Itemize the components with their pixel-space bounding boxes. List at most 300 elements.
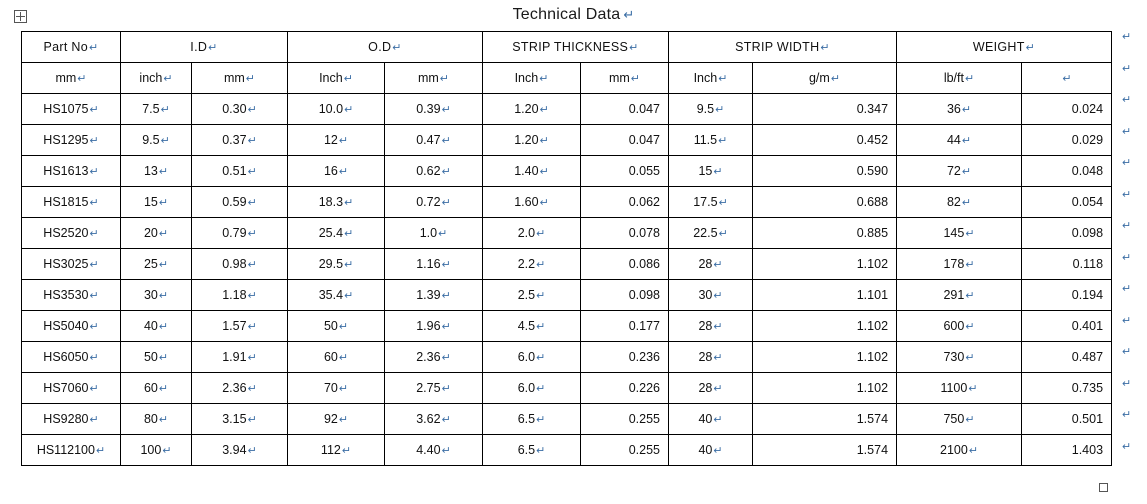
cell-id-mm xyxy=(121,218,192,249)
paragraph-mark-icon: ↵ xyxy=(713,445,723,457)
paragraph-mark-icon: ↵ xyxy=(158,259,169,271)
cell-wt-lbft-text: 1100 xyxy=(940,381,968,395)
row-end-mark-icon: ↵ xyxy=(1122,188,1132,201)
paragraph-mark-icon: ↵ xyxy=(89,414,99,426)
cell-st-inch-text: 1.40 xyxy=(514,164,539,178)
cell-od-inch xyxy=(385,125,483,156)
table-unit-header-row xyxy=(22,63,1112,94)
table-group-header-row xyxy=(22,32,1112,63)
cell-id-inch xyxy=(192,404,288,435)
cell-wt-last xyxy=(1022,249,1112,280)
cell-wt-lbft-text: 178 xyxy=(943,257,965,271)
cell-st-mm-text: 0.078 xyxy=(628,226,660,240)
cell-sw-gm-text: 0.452 xyxy=(856,133,889,147)
paragraph-mark-icon: ↵ xyxy=(158,197,169,209)
cell-part-no-text: HS1075 xyxy=(43,102,89,116)
cell-wt-last xyxy=(1022,187,1112,218)
cell-st-mm-text: 0.236 xyxy=(628,350,660,364)
cell-st-mm xyxy=(581,435,669,466)
cell-wt-last xyxy=(1022,373,1112,404)
paragraph-mark-icon: ↵ xyxy=(247,414,257,426)
paragraph-mark-icon: ↵ xyxy=(718,197,728,209)
row-end-mark-icon: ↵ xyxy=(1122,251,1132,264)
paragraph-mark-icon: ↵ xyxy=(338,166,349,178)
cell-part-no-text: HS6050 xyxy=(43,350,89,364)
cell-wt-last xyxy=(1022,311,1112,342)
table-resize-handle[interactable] xyxy=(1099,483,1108,492)
paragraph-mark-icon: ↵ xyxy=(344,228,354,240)
cell-id-inch-text: 2.36 xyxy=(222,381,247,395)
cell-od-inch xyxy=(385,280,483,311)
paragraph-mark-icon: ↵ xyxy=(344,104,354,116)
cell-wt-lbft-text: 82 xyxy=(946,195,961,209)
cell-od-mm xyxy=(288,311,385,342)
paragraph-mark-icon: ↵ xyxy=(961,166,972,178)
paragraph-mark-icon: ↵ xyxy=(441,383,451,395)
paragraph-mark-icon: ↵ xyxy=(441,445,451,457)
cell-id-inch-text: 1.91 xyxy=(222,350,247,364)
paragraph-mark-icon: ↵ xyxy=(623,7,635,22)
cell-id-inch xyxy=(192,156,288,187)
cell-sw-inch xyxy=(669,404,753,435)
cell-sw-inch xyxy=(669,311,753,342)
cell-st-inch-text: 6.5 xyxy=(517,412,536,426)
cell-st-inch xyxy=(483,342,581,373)
paragraph-mark-icon: ↵ xyxy=(965,290,975,302)
cell-od-mm-text: 10.0 xyxy=(318,102,344,116)
cell-st-inch xyxy=(483,311,581,342)
paragraph-mark-icon: ↵ xyxy=(441,352,451,364)
cell-od-mm xyxy=(288,373,385,404)
cell-wt-last xyxy=(1022,435,1112,466)
cell-sw-gm xyxy=(753,404,897,435)
table-row xyxy=(22,404,1112,435)
cell-part-no xyxy=(22,342,121,373)
paragraph-mark-icon: ↵ xyxy=(341,445,352,457)
paragraph-mark-icon: ↵ xyxy=(965,321,975,333)
cell-od-mm-text: 92 xyxy=(323,412,338,426)
paragraph-mark-icon: ↵ xyxy=(338,414,349,426)
cell-sw-inch-text: 9.5 xyxy=(696,102,715,116)
cell-sw-gm xyxy=(753,156,897,187)
cell-od-inch-text: 0.72 xyxy=(416,195,441,209)
cell-od-mm-text: 29.5 xyxy=(318,257,344,271)
cell-wt-last xyxy=(1022,156,1112,187)
cell-part-no xyxy=(22,435,121,466)
header-strip-width: STRIP WIDTH↵ xyxy=(669,32,897,63)
cell-sw-inch-text: 28 xyxy=(698,319,713,333)
cell-od-inch xyxy=(385,156,483,187)
cell-sw-inch-text: 40 xyxy=(698,443,713,457)
paragraph-mark-icon: ↵ xyxy=(713,414,723,426)
cell-id-inch-text: 0.37 xyxy=(222,133,247,147)
cell-od-inch xyxy=(385,373,483,404)
cell-id-mm xyxy=(121,125,192,156)
cell-id-inch xyxy=(192,94,288,125)
cell-sw-gm xyxy=(753,311,897,342)
cell-part-no xyxy=(22,311,121,342)
paragraph-mark-icon: ↵ xyxy=(158,414,169,426)
page-title-text: Technical Data xyxy=(512,6,621,23)
cell-sw-inch-text: 15 xyxy=(698,164,713,178)
cell-od-mm-text: 25.4 xyxy=(318,226,344,240)
cell-sw-gm-text: 1.101 xyxy=(856,288,889,302)
cell-wt-last xyxy=(1022,125,1112,156)
paragraph-mark-icon: ↵ xyxy=(536,445,546,457)
header-weight: WEIGHT↵ xyxy=(897,32,1112,63)
cell-st-inch-text: 2.0 xyxy=(517,226,536,240)
cell-wt-last xyxy=(1022,280,1112,311)
cell-st-mm-text: 0.047 xyxy=(628,133,660,147)
paragraph-mark-icon: ↵ xyxy=(158,383,169,395)
cell-od-inch xyxy=(385,218,483,249)
paragraph-mark-icon: ↵ xyxy=(961,197,972,209)
cell-id-inch-text: 1.57 xyxy=(222,319,247,333)
paragraph-mark-icon: ↵ xyxy=(965,352,975,364)
row-end-mark-icon: ↵ xyxy=(1122,31,1132,43)
cell-st-mm xyxy=(581,373,669,404)
cell-st-inch-text: 6.0 xyxy=(517,381,536,395)
paragraph-mark-icon: ↵ xyxy=(965,259,975,271)
unit-od-mm: mm↵ xyxy=(385,63,483,94)
paragraph-mark-icon: ↵ xyxy=(338,135,349,147)
cell-st-mm-text: 0.226 xyxy=(628,381,660,395)
paragraph-mark-icon: ↵ xyxy=(713,290,723,302)
table-row xyxy=(22,156,1112,187)
paragraph-mark-icon: ↵ xyxy=(961,104,972,116)
cell-st-inch-text: 6.5 xyxy=(517,443,536,457)
paragraph-mark-icon: ↵ xyxy=(247,352,257,364)
table-row xyxy=(22,435,1112,466)
cell-id-mm-text: 20 xyxy=(143,226,158,240)
row-end-mark-icon: ↵ xyxy=(1122,220,1132,232)
paragraph-mark-icon: ↵ xyxy=(968,383,978,395)
cell-st-inch-text: 6.0 xyxy=(517,350,536,364)
paragraph-mark-icon: ↵ xyxy=(89,166,99,178)
cell-sw-gm xyxy=(753,280,897,311)
cell-st-mm-text: 0.086 xyxy=(628,257,660,271)
cell-od-mm xyxy=(288,125,385,156)
paragraph-mark-icon: ↵ xyxy=(536,321,546,333)
cell-sw-inch xyxy=(669,187,753,218)
header-part-no: Part No↵ xyxy=(22,32,121,63)
cell-sw-inch-text: 40 xyxy=(698,412,713,426)
cell-st-inch-text: 1.20 xyxy=(514,133,539,147)
cell-wt-last xyxy=(1022,94,1112,125)
cell-id-mm xyxy=(121,249,192,280)
cell-st-mm xyxy=(581,125,669,156)
row-end-mark-icon: ↵ xyxy=(1122,125,1132,138)
cell-od-mm xyxy=(288,404,385,435)
cell-part-no xyxy=(22,373,121,404)
paragraph-mark-icon: ↵ xyxy=(162,445,172,457)
row-end-mark-icon: ↵ xyxy=(1122,346,1132,358)
cell-sw-gm-text: 0.590 xyxy=(856,164,889,178)
cell-sw-inch-text: 28 xyxy=(698,257,713,271)
cell-od-inch-text: 2.75 xyxy=(416,381,441,395)
cell-sw-gm xyxy=(753,435,897,466)
cell-wt-last-text: 0.501 xyxy=(1071,412,1104,426)
cell-part-no-text: HS3530 xyxy=(43,288,89,302)
cell-id-mm xyxy=(121,435,192,466)
cell-st-mm xyxy=(581,187,669,218)
paragraph-mark-icon: ↵ xyxy=(338,383,349,395)
cell-sw-gm-text: 0.347 xyxy=(856,102,889,116)
cell-sw-gm xyxy=(753,125,897,156)
cell-id-mm xyxy=(121,311,192,342)
cell-st-inch xyxy=(483,373,581,404)
paragraph-mark-icon: ↵ xyxy=(89,259,99,271)
paragraph-mark-icon: ↵ xyxy=(247,445,257,457)
cell-st-inch xyxy=(483,435,581,466)
cell-wt-last-text: 0.048 xyxy=(1071,164,1104,178)
unit-sw-gm: g/m↵ xyxy=(753,63,897,94)
cell-sw-gm xyxy=(753,187,897,218)
cell-wt-last-text: 0.054 xyxy=(1071,195,1104,209)
cell-id-mm-text: 100 xyxy=(140,443,162,457)
row-end-mark-icon: ↵ xyxy=(1122,62,1132,75)
cell-id-mm-text: 60 xyxy=(143,381,158,395)
paragraph-mark-icon: ↵ xyxy=(247,383,257,395)
cell-part-no-text: HS9280 xyxy=(43,412,89,426)
cell-od-inch xyxy=(385,249,483,280)
unit-od-inch: Inch↵ xyxy=(288,63,385,94)
cell-sw-gm-text: 1.574 xyxy=(856,443,889,457)
cell-od-mm xyxy=(288,156,385,187)
cell-wt-lbft xyxy=(897,125,1022,156)
cell-id-mm xyxy=(121,373,192,404)
paragraph-mark-icon: ↵ xyxy=(713,166,723,178)
cell-sw-gm-text: 1.102 xyxy=(856,381,889,395)
cell-wt-lbft xyxy=(897,342,1022,373)
cell-sw-gm-text: 1.102 xyxy=(856,350,889,364)
cell-id-mm xyxy=(121,187,192,218)
cell-od-inch-text: 1.0 xyxy=(419,226,438,240)
unit-st-inch: Inch↵ xyxy=(483,63,581,94)
cell-st-inch xyxy=(483,156,581,187)
unit-wt-last: ↵ xyxy=(1022,63,1112,94)
cell-sw-inch-text: 17.5 xyxy=(693,195,718,209)
cell-wt-last-text: 0.401 xyxy=(1071,319,1104,333)
paragraph-mark-icon: ↵ xyxy=(95,445,106,457)
paragraph-mark-icon: ↵ xyxy=(713,352,723,364)
paragraph-mark-icon: ↵ xyxy=(539,166,549,178)
paragraph-mark-icon: ↵ xyxy=(89,104,99,116)
paragraph-mark-icon: ↵ xyxy=(160,135,170,147)
paragraph-mark-icon: ↵ xyxy=(718,228,728,240)
cell-od-inch xyxy=(385,404,483,435)
cell-od-mm-text: 12 xyxy=(323,133,338,147)
paragraph-mark-icon: ↵ xyxy=(247,290,257,302)
cell-part-no-text: HS1815 xyxy=(43,195,89,209)
cell-sw-inch xyxy=(669,435,753,466)
row-end-mark-icon: ↵ xyxy=(1122,377,1132,390)
cell-part-no-text: HS3025 xyxy=(43,257,89,271)
cell-od-mm-text: 70 xyxy=(323,381,338,395)
page-title xyxy=(0,6,1147,24)
paragraph-mark-icon: ↵ xyxy=(344,290,354,302)
paragraph-mark-icon: ↵ xyxy=(247,104,257,116)
cell-part-no-text: HS7060 xyxy=(43,381,89,395)
paragraph-mark-icon: ↵ xyxy=(247,135,257,147)
cell-sw-inch xyxy=(669,342,753,373)
cell-od-inch-text: 4.40 xyxy=(416,443,441,457)
paragraph-mark-icon: ↵ xyxy=(441,166,451,178)
paragraph-mark-icon: ↵ xyxy=(247,259,257,271)
row-end-mark-icon: ↵ xyxy=(1122,409,1132,421)
cell-od-inch xyxy=(385,94,483,125)
cell-st-inch xyxy=(483,187,581,218)
cell-wt-last-text: 0.118 xyxy=(1072,257,1104,271)
cell-id-mm-text: 13 xyxy=(143,164,158,178)
outside-paragraph-marks xyxy=(1122,32,1146,473)
paragraph-mark-icon: ↵ xyxy=(539,135,549,147)
cell-od-inch-text: 0.47 xyxy=(416,133,441,147)
cell-st-inch-text: 4.5 xyxy=(517,319,536,333)
paragraph-mark-icon: ↵ xyxy=(338,321,349,333)
paragraph-mark-icon: ↵ xyxy=(89,197,99,209)
paragraph-mark-icon: ↵ xyxy=(536,414,546,426)
cell-part-no-text: HS2520 xyxy=(43,226,89,240)
header-id: I.D↵ xyxy=(121,32,288,63)
cell-sw-inch xyxy=(669,249,753,280)
paragraph-mark-icon: ↵ xyxy=(441,414,451,426)
cell-od-inch-text: 3.62 xyxy=(416,412,441,426)
cell-st-mm-text: 0.177 xyxy=(628,319,660,333)
paragraph-mark-icon: ↵ xyxy=(89,290,99,302)
cell-od-mm xyxy=(288,187,385,218)
cell-od-mm-text: 35.4 xyxy=(318,288,344,302)
header-od: O.D↵ xyxy=(288,32,483,63)
unit-st-mm: mm↵ xyxy=(581,63,669,94)
cell-part-no xyxy=(22,125,121,156)
cell-sw-inch xyxy=(669,280,753,311)
paragraph-mark-icon: ↵ xyxy=(536,352,546,364)
table-row xyxy=(22,94,1112,125)
cell-sw-inch-text: 30 xyxy=(698,288,713,302)
cell-wt-last xyxy=(1022,342,1112,373)
cell-sw-inch xyxy=(669,156,753,187)
unit-sw-inch: Inch↵ xyxy=(669,63,753,94)
cell-od-inch-text: 1.39 xyxy=(416,288,441,302)
cell-id-mm-text: 30 xyxy=(143,288,158,302)
cell-part-no-text: HS5040 xyxy=(43,319,89,333)
technical-data-table xyxy=(21,31,1112,466)
cell-st-inch xyxy=(483,125,581,156)
cell-wt-lbft xyxy=(897,404,1022,435)
cell-wt-lbft xyxy=(897,373,1022,404)
cell-wt-lbft-text: 145 xyxy=(943,226,965,240)
cell-id-inch xyxy=(192,125,288,156)
paragraph-mark-icon: ↵ xyxy=(539,197,549,209)
cell-part-no xyxy=(22,94,121,125)
cell-od-mm-text: 50 xyxy=(323,319,338,333)
cell-wt-lbft-text: 291 xyxy=(943,288,965,302)
cell-part-no-text: HS1613 xyxy=(43,164,89,178)
cell-sw-gm xyxy=(753,218,897,249)
cell-id-inch-text: 0.79 xyxy=(222,226,247,240)
cell-st-mm-text: 0.047 xyxy=(628,102,660,116)
cell-st-inch xyxy=(483,280,581,311)
paragraph-mark-icon: ↵ xyxy=(89,321,99,333)
paragraph-mark-icon: ↵ xyxy=(539,104,549,116)
cell-wt-last xyxy=(1022,404,1112,435)
cell-sw-inch-text: 11.5 xyxy=(693,133,718,147)
cell-wt-lbft-text: 44 xyxy=(946,133,961,147)
cell-id-mm xyxy=(121,156,192,187)
cell-wt-lbft xyxy=(897,218,1022,249)
cell-od-mm xyxy=(288,218,385,249)
cell-wt-lbft-text: 730 xyxy=(943,350,965,364)
cell-id-mm-text: 9.5 xyxy=(142,133,160,147)
cell-st-inch xyxy=(483,404,581,435)
cell-id-inch-text: 0.59 xyxy=(222,195,247,209)
table-body xyxy=(22,94,1112,466)
paragraph-mark-icon: ↵ xyxy=(158,352,169,364)
table-row xyxy=(22,280,1112,311)
cell-st-mm xyxy=(581,156,669,187)
cell-part-no xyxy=(22,218,121,249)
row-end-mark-icon: ↵ xyxy=(1122,94,1132,106)
table-row xyxy=(22,373,1112,404)
cell-od-inch xyxy=(385,435,483,466)
paragraph-mark-icon: ↵ xyxy=(965,414,975,426)
cell-id-mm-text: 7.5 xyxy=(142,102,160,116)
cell-st-mm-text: 0.055 xyxy=(628,164,660,178)
paragraph-mark-icon: ↵ xyxy=(961,135,972,147)
cell-id-inch xyxy=(192,187,288,218)
table-row xyxy=(22,187,1112,218)
cell-st-inch-text: 1.60 xyxy=(514,195,539,209)
cell-sw-gm-text: 1.102 xyxy=(856,319,889,333)
cell-wt-last-text: 0.487 xyxy=(1071,350,1104,364)
cell-od-mm-text: 112 xyxy=(320,443,341,457)
cell-part-no-text: HS1295 xyxy=(43,133,89,147)
paragraph-mark-icon: ↵ xyxy=(713,321,723,333)
cell-sw-inch-text: 28 xyxy=(698,381,713,395)
table-move-handle[interactable] xyxy=(14,10,27,23)
paragraph-mark-icon: ↵ xyxy=(536,383,546,395)
cell-id-inch xyxy=(192,342,288,373)
paragraph-mark-icon: ↵ xyxy=(441,135,451,147)
cell-wt-lbft-text: 2100 xyxy=(940,443,968,457)
paragraph-mark-icon: ↵ xyxy=(441,321,451,333)
cell-sw-inch-text: 22.5 xyxy=(693,226,718,240)
paragraph-mark-icon: ↵ xyxy=(89,228,99,240)
cell-id-mm-text: 50 xyxy=(143,350,158,364)
cell-id-mm-text: 80 xyxy=(143,412,158,426)
table-row xyxy=(22,342,1112,373)
cell-id-inch-text: 0.51 xyxy=(222,164,247,178)
cell-wt-lbft xyxy=(897,187,1022,218)
paragraph-mark-icon: ↵ xyxy=(247,197,257,209)
paragraph-mark-icon: ↵ xyxy=(344,259,354,271)
paragraph-mark-icon: ↵ xyxy=(158,290,169,302)
cell-st-mm-text: 0.255 xyxy=(628,412,660,426)
cell-st-mm-text: 0.062 xyxy=(628,195,660,209)
paragraph-mark-icon: ↵ xyxy=(536,228,546,240)
paragraph-mark-icon: ↵ xyxy=(965,228,975,240)
row-end-mark-icon: ↵ xyxy=(1122,440,1132,453)
cell-st-inch xyxy=(483,218,581,249)
paragraph-mark-icon: ↵ xyxy=(160,104,170,116)
cell-sw-inch xyxy=(669,94,753,125)
cell-id-inch-text: 0.98 xyxy=(222,257,247,271)
cell-id-inch xyxy=(192,435,288,466)
cell-id-mm-text: 40 xyxy=(143,319,158,333)
cell-sw-gm-text: 1.574 xyxy=(856,412,889,426)
unit-id-inch: inch↵ xyxy=(121,63,192,94)
